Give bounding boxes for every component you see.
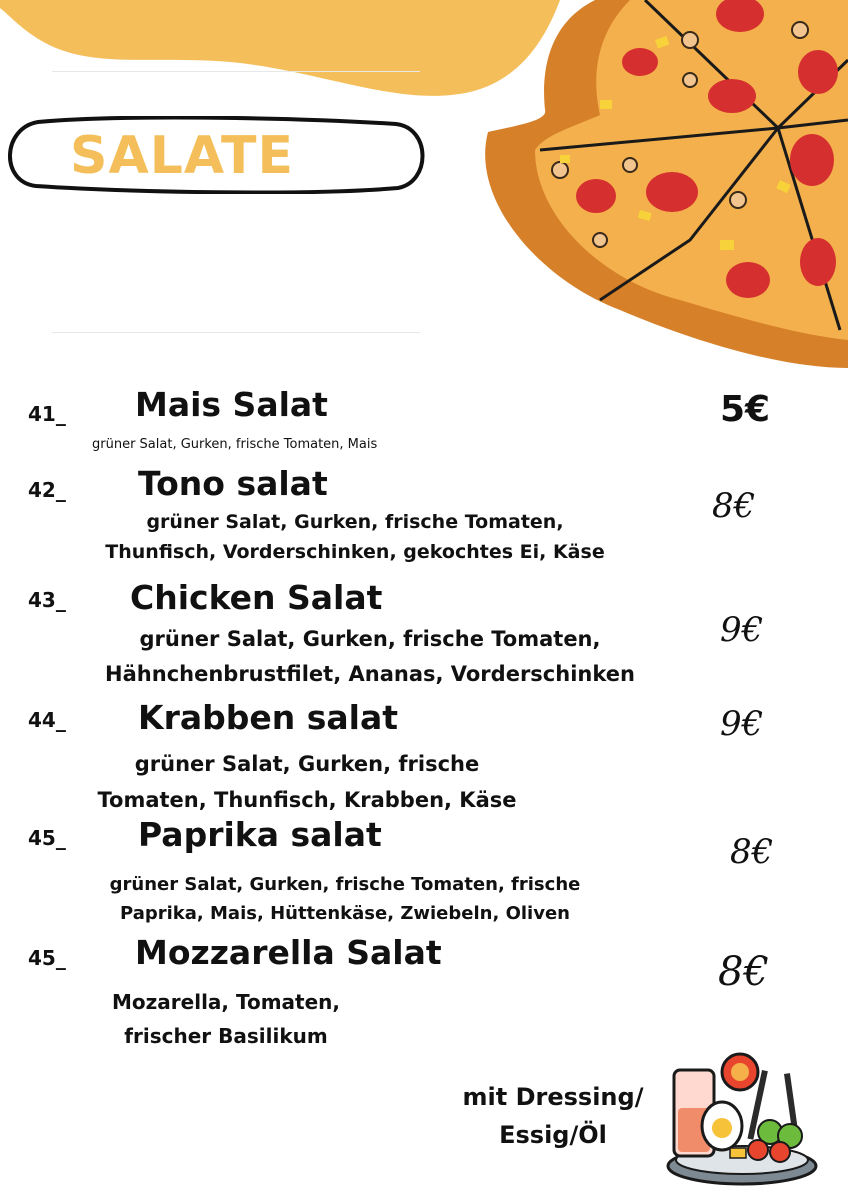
item-name: Tono salat: [138, 464, 328, 503]
description-line: Mozarella, Tomaten,: [112, 990, 340, 1014]
divider-bottom: [52, 332, 420, 333]
dressing-note: [448, 1078, 658, 1154]
item-number: 45_: [28, 826, 66, 850]
description-line: Hähnchenbrustfilet, Ananas, Vorderschinken: [105, 662, 635, 686]
item-name: Krabben salat: [138, 698, 398, 737]
description-line: Tomaten, Thunfisch, Krabben, Käse: [97, 788, 517, 812]
item-price: 8€: [730, 832, 774, 872]
page-title: SALATE: [70, 126, 295, 186]
item-price: 9€: [720, 610, 764, 650]
item-number: 44_: [28, 708, 66, 732]
item-description: grüner Salat, Gurken, frische Tomaten, Mais: [92, 437, 378, 452]
description-line: Paprika, Mais, Hüttenkäse, Zwiebeln, Oliven: [120, 903, 570, 924]
salad-plate-icon: [660, 1048, 820, 1188]
item-price: 8€: [718, 949, 769, 995]
item-description: [76, 985, 376, 1053]
description-line: frischer Basilikum: [124, 1024, 328, 1048]
item-description: [70, 870, 620, 928]
item-name: Paprika salat: [138, 815, 382, 854]
item-price: 9€: [720, 704, 764, 744]
item-number: 45_: [28, 946, 66, 970]
divider-top: [52, 71, 420, 72]
item-name: Chicken Salat: [130, 578, 383, 617]
item-name: Mais Salat: [135, 385, 328, 424]
item-number: 42_: [28, 478, 66, 502]
item-number: 41_: [28, 402, 66, 426]
item-name: Mozzarella Salat: [135, 933, 442, 972]
item-price: 5€: [720, 389, 771, 430]
description-line: Thunfisch, Vorderschinken, gekochtes Ei, Käse: [105, 541, 605, 563]
item-description: [80, 622, 660, 692]
description-line: grüner Salat, Gurken, frische: [134, 752, 480, 776]
note-line: Essig/Öl: [499, 1121, 607, 1149]
yellow-swoosh: [0, 0, 560, 96]
item-number: 43_: [28, 588, 66, 612]
item-description: [62, 746, 552, 818]
description-line: grüner Salat, Gurken, frische Tomaten,: [146, 511, 564, 533]
description-line: grüner Salat, Gurken, frische Tomaten, frische: [109, 874, 581, 895]
title-banner: [6, 116, 428, 194]
item-description: [60, 507, 650, 567]
item-price: 8€: [712, 486, 756, 526]
description-line: grüner Salat, Gurken, frische Tomaten,: [139, 627, 601, 651]
note-line: mit Dressing/: [462, 1083, 644, 1111]
